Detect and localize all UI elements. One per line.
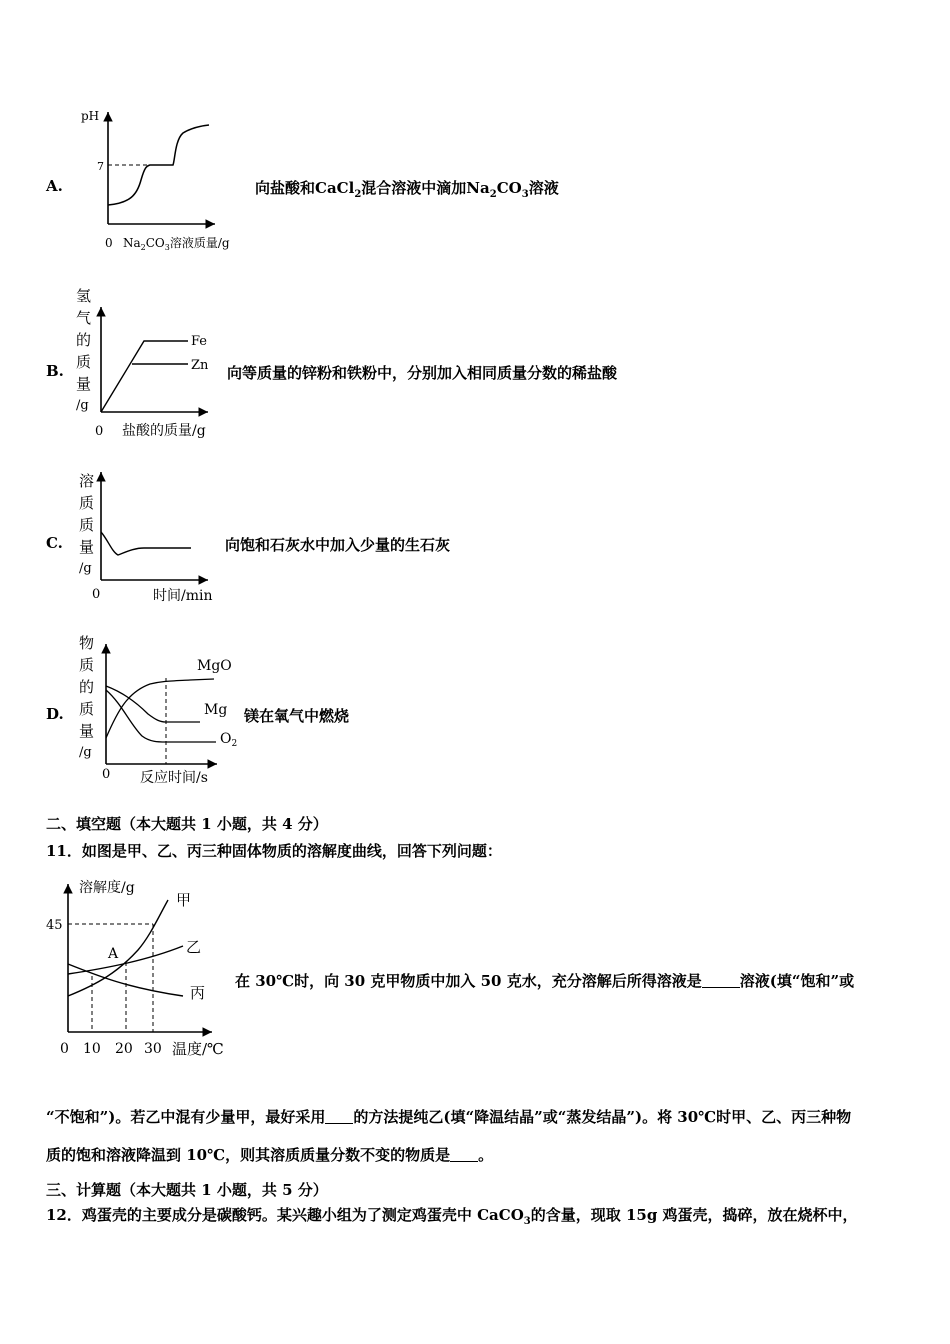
a-origin: 0 — [105, 236, 113, 250]
b-y-char: 质 — [76, 353, 92, 371]
d-mgo-label: MgO — [197, 658, 232, 674]
section3-heading: 三、计算题（本大题共 1 小题，共 5 分） — [46, 1181, 328, 1199]
section2-heading: 二、填空题（本大题共 1 小题，共 4 分） — [46, 815, 328, 833]
q11-blank-2[interactable] — [325, 1108, 353, 1124]
option-b-label: B. — [46, 362, 64, 380]
d-y-char: 质 — [79, 656, 95, 674]
b-x-label: 盐酸的质量/g — [122, 423, 206, 439]
sol-point-a: A — [108, 946, 119, 962]
d-origin: 0 — [102, 767, 111, 782]
option-c-label: C. — [46, 534, 63, 552]
a-tick-7: 7 — [97, 160, 104, 173]
d-y-char: 量 — [79, 722, 95, 740]
d-mg-curve — [106, 686, 200, 722]
d-y-char: 质 — [79, 700, 95, 718]
option-a-desc: 向盐酸和CaCl$_2$混合溶液中滴加$Na_2CO_3$溶液 — [255, 179, 559, 200]
q11-stem: 11．如图是甲、乙、丙三种固体物质的溶解度曲线，回答下列问题： — [46, 842, 502, 860]
sol-x-tick: 0 — [60, 1041, 69, 1057]
b-fe-label: Fe — [191, 334, 208, 349]
c-x-label: 时间/min — [153, 588, 213, 604]
b-y-char: /g — [76, 398, 89, 413]
b-fe-line — [101, 341, 188, 412]
option-d-desc: 镁在氧气中燃烧 — [244, 707, 350, 725]
sol-x-label: 温度/℃ — [172, 1040, 224, 1058]
c-curve — [101, 532, 191, 555]
option-c-desc: 向饱和石灰水中加入少量的生石灰 — [225, 536, 451, 554]
b-origin: 0 — [95, 424, 104, 439]
q11-line3: 质的饱和溶液降温到 10℃，则其溶质质量分数不变的物质是 。 — [46, 1146, 494, 1164]
q11-blank-3[interactable] — [450, 1146, 478, 1162]
option-d-chart — [70, 630, 245, 790]
option-a-label: A. — [46, 177, 63, 195]
d-y-char: 物 — [79, 634, 95, 652]
solubility-chart — [38, 872, 238, 1062]
b-y-char: 量 — [76, 375, 92, 393]
c-y-char: 溶 — [79, 472, 95, 490]
sol-y-label: 溶解度/g — [79, 880, 135, 896]
c-y-char: 质 — [79, 494, 95, 512]
d-o2-curve — [106, 690, 216, 742]
sol-x-tick: 10 — [83, 1041, 101, 1057]
a-x-label: $Na_2CO_3$溶液质量/g — [123, 236, 230, 252]
c-y-char: 量 — [79, 538, 95, 556]
b-y-char: 氢 — [76, 287, 92, 305]
a-y-label: pH — [81, 109, 100, 123]
q11-line2: “不饱和”)。若乙中混有少量甲，最好采用 的方法提纯乙(填“降温结晶”或“蒸发结晶”)。将 30℃时甲、乙、丙三种物 — [46, 1108, 852, 1126]
d-x-label: 反应时间/s — [140, 770, 208, 786]
c-y-char: /g — [79, 561, 92, 576]
q11-line1: 在 30℃时，向 30 克甲物质中加入 50 克水，充分溶解后所得溶液是 溶液(填“饱和”或 — [235, 972, 855, 990]
sol-label-yi: 乙 — [186, 938, 202, 956]
option-b-desc: 向等质量的锌粉和铁粉中，分别加入相同质量分数的稀盐酸 — [227, 364, 618, 382]
c-y-char: 质 — [79, 516, 95, 534]
option-a-chart — [75, 100, 260, 260]
q12-stem: 12．鸡蛋壳的主要成分是碳酸钙。某兴趣小组为了测定鸡蛋壳中 CaCO$_3$的含量，现取 15g 鸡蛋壳，捣碎，放在烧杯中， — [46, 1206, 858, 1227]
b-y-char: 气 — [76, 309, 92, 327]
c-origin: 0 — [92, 587, 101, 602]
sol-label-jia: 甲 — [176, 891, 192, 909]
sol-x-tick: 30 — [144, 1041, 162, 1057]
b-zn-label: Zn — [191, 358, 209, 373]
sol-label-bing: 丙 — [190, 984, 206, 1002]
option-c-chart — [70, 468, 230, 608]
option-d-label: D. — [46, 705, 64, 723]
b-y-char: 的 — [76, 331, 92, 349]
option-b-chart — [70, 285, 235, 445]
d-o2-label: $O_2$ — [220, 731, 238, 749]
d-y-char: /g — [79, 745, 92, 760]
sol-tick-45: 45 — [46, 918, 63, 933]
d-mg-label: Mg — [204, 702, 228, 718]
sol-x-tick: 20 — [115, 1041, 133, 1057]
q11-blank-1[interactable] — [702, 972, 740, 988]
d-y-char: 的 — [79, 678, 95, 696]
